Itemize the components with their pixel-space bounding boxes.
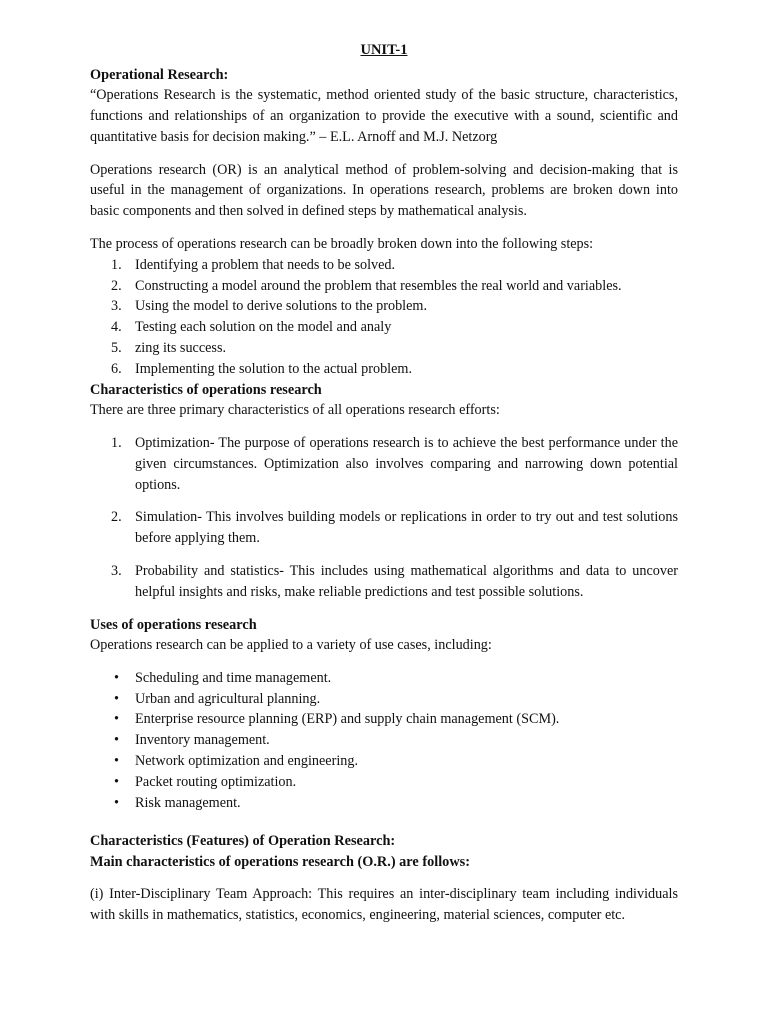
item-text: Risk management. (135, 794, 241, 811)
item-number: 4. (111, 319, 122, 336)
definition-quote: “Operations Research is the systematic, method oriented study of the basic structure, characteristics, functions and relationships of an organization to provide the executive with a sound, scientific and quantitative basis for decision making.” – E.L. Arnoff and M.J. Netzorg (90, 87, 678, 145)
heading-operational-research: Operational Research: (90, 66, 229, 83)
list-item (90, 255, 678, 276)
characteristics-list (90, 433, 678, 603)
item-text: Identifying a problem that needs to be solved. (135, 256, 396, 273)
item-number: 2. (111, 509, 122, 526)
item-number: 1. (111, 434, 122, 451)
list-item (90, 276, 678, 297)
bullet-icon: • (114, 732, 119, 749)
list-item (90, 338, 678, 359)
heading-main-characteristics: Main characteristics of operations research (O.R.) are follows: (90, 853, 470, 870)
item-text: Using the model to derive solutions to the problem. (135, 298, 427, 315)
inter-disciplinary-paragraph: (i) Inter-Disciplinary Team Approach: This requires an inter-disciplinary team including individuals with skills in mathematics, statistics, economics, engineering, material sciences, computer etc. (90, 886, 678, 924)
item-text: Testing each solution on the model and analy (135, 319, 392, 336)
bullet-icon: • (114, 669, 119, 686)
list-item (90, 433, 678, 495)
item-text: Constructing a model around the problem that resembles the real world and variables. (135, 277, 622, 294)
list-item (90, 793, 678, 814)
list-item (90, 668, 678, 689)
or-description: Operations research (OR) is an analytical method of problem-solving and decision-making that is useful in the management of organizations. In operations research, problems are broken down into basic components and then solved in defined steps by mathematical analysis. (90, 161, 678, 220)
list-item (90, 709, 678, 730)
item-number: 3. (111, 562, 122, 579)
steps-list (90, 255, 678, 380)
item-text: Inventory management. (135, 732, 270, 749)
bullet-icon: • (114, 690, 119, 707)
list-item (90, 507, 678, 549)
item-text: Implementing the solution to the actual problem. (135, 360, 412, 377)
item-number: 1. (111, 256, 122, 273)
item-number: 5. (111, 340, 122, 357)
item-number: 2. (111, 277, 122, 294)
item-number: 3. (111, 298, 122, 315)
heading-uses: Uses of operations research (90, 616, 257, 633)
item-text: Packet routing optimization. (135, 773, 297, 790)
bullet-icon: • (114, 753, 119, 770)
list-item (90, 730, 678, 751)
list-item (90, 689, 678, 710)
item-text: Urban and agricultural planning. (135, 690, 321, 707)
bullet-icon: • (114, 794, 119, 811)
item-text: Scheduling and time management. (135, 669, 332, 686)
heading-characteristics: Characteristics of operations research (90, 381, 322, 398)
item-number: 6. (111, 360, 122, 377)
item-text: Optimization- The purpose of operations research is to achieve the best performance under the given circumstances. Optimization also involves comparing and narrowing down potential options. (135, 434, 678, 493)
document-page (90, 40, 678, 926)
bullet-icon: • (114, 711, 119, 728)
item-text: zing its success. (135, 340, 227, 357)
item-text: Simulation- This involves building models or replications in order to try out and test solutions before applying them. (135, 509, 678, 547)
item-text: Probability and statistics- This includes using mathematical algorithms and data to uncover helpful insights and risks, make reliable predictions and test possible solutions. (135, 562, 678, 600)
list-item (90, 296, 678, 317)
bullet-icon: • (114, 773, 119, 790)
item-text: Enterprise resource planning (ERP) and supply chain management (SCM). (135, 711, 560, 728)
list-item (90, 317, 678, 338)
characteristics-intro: There are three primary characteristics of all operations research efforts: (90, 402, 500, 419)
list-item (90, 772, 678, 793)
heading-features: Characteristics (Features) of Operation Research: (90, 833, 396, 850)
uses-intro: Operations research can be applied to a variety of use cases, including: (90, 637, 492, 654)
item-text: Network optimization and engineering. (135, 753, 358, 770)
list-item (90, 751, 678, 772)
list-item (90, 359, 678, 380)
steps-intro: The process of operations research can be broadly broken down into the following steps: (90, 236, 594, 253)
list-item (90, 561, 678, 603)
uses-list (90, 668, 678, 814)
page-title: UNIT-1 (360, 42, 408, 58)
